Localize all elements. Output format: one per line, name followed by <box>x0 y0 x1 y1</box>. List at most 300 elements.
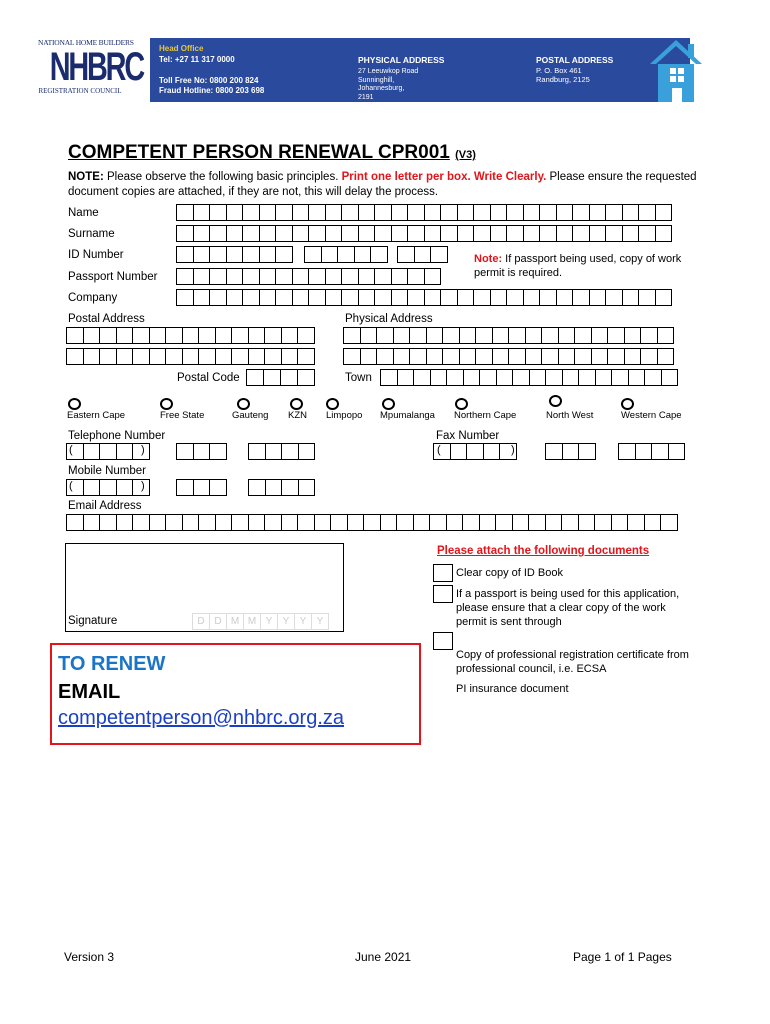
letter-box[interactable] <box>360 348 378 365</box>
letter-box[interactable] <box>209 225 227 242</box>
letter-box[interactable] <box>578 443 596 460</box>
letter-box[interactable] <box>541 348 559 365</box>
letter-box[interactable] <box>393 327 411 344</box>
letter-box[interactable] <box>655 225 673 242</box>
letter-box[interactable] <box>391 225 409 242</box>
letter-box[interactable] <box>343 348 361 365</box>
attach-checkbox-certificate[interactable] <box>433 632 453 650</box>
letter-box[interactable] <box>380 514 398 531</box>
letter-box[interactable] <box>446 514 464 531</box>
letter-box[interactable] <box>275 225 293 242</box>
postal-code-boxes[interactable] <box>246 369 315 386</box>
letter-box[interactable] <box>182 348 200 365</box>
letter-box[interactable] <box>215 327 233 344</box>
letter-box[interactable] <box>341 204 359 221</box>
letter-box[interactable] <box>545 369 563 386</box>
letter-box[interactable] <box>209 246 227 263</box>
letter-box[interactable] <box>539 225 557 242</box>
letter-box[interactable] <box>280 369 298 386</box>
letter-box[interactable] <box>358 225 376 242</box>
letter-box[interactable] <box>198 348 216 365</box>
date-cell[interactable]: D <box>192 613 210 630</box>
province-radio[interactable] <box>382 398 395 410</box>
email-boxes[interactable] <box>66 514 678 531</box>
letter-box[interactable] <box>248 514 266 531</box>
letter-box[interactable] <box>574 348 592 365</box>
letter-box[interactable] <box>275 246 293 263</box>
letter-box[interactable] <box>182 327 200 344</box>
letter-box[interactable] <box>562 369 580 386</box>
letter-box[interactable] <box>558 348 576 365</box>
letter-box[interactable] <box>506 289 524 306</box>
letter-box[interactable] <box>589 225 607 242</box>
letter-box[interactable] <box>426 327 444 344</box>
letter-box[interactable] <box>259 204 277 221</box>
province-radio[interactable] <box>160 398 173 410</box>
letter-box[interactable] <box>492 348 510 365</box>
letter-box[interactable] <box>473 225 491 242</box>
letter-box[interactable] <box>330 514 348 531</box>
letter-box[interactable] <box>446 369 464 386</box>
letter-box[interactable] <box>226 268 244 285</box>
letter-box[interactable] <box>193 246 211 263</box>
date-cell[interactable]: M <box>226 613 244 630</box>
letter-box[interactable] <box>391 268 409 285</box>
letter-box[interactable] <box>66 514 84 531</box>
letter-box[interactable] <box>457 289 475 306</box>
letter-box[interactable] <box>490 289 508 306</box>
letter-box[interactable] <box>259 225 277 242</box>
letter-box[interactable] <box>407 204 425 221</box>
letter-box[interactable] <box>655 204 673 221</box>
letter-box[interactable] <box>475 348 493 365</box>
letter-box[interactable] <box>281 348 299 365</box>
letter-box[interactable] <box>248 479 266 496</box>
fax-area-boxes[interactable] <box>433 443 517 460</box>
letter-box[interactable] <box>479 369 497 386</box>
letter-box[interactable] <box>298 443 316 460</box>
province-radio[interactable] <box>455 398 468 410</box>
date-cell[interactable]: Y <box>311 613 329 630</box>
letter-box[interactable] <box>640 348 658 365</box>
letter-box[interactable] <box>574 327 592 344</box>
letter-box[interactable] <box>193 204 211 221</box>
letter-box[interactable] <box>545 443 563 460</box>
letter-box[interactable] <box>490 225 508 242</box>
postal-address-boxes-2[interactable] <box>66 348 315 365</box>
letter-box[interactable] <box>605 204 623 221</box>
letter-box[interactable] <box>495 514 513 531</box>
letter-box[interactable] <box>132 327 150 344</box>
letter-box[interactable] <box>558 327 576 344</box>
letter-box[interactable] <box>407 289 425 306</box>
letter-box[interactable] <box>176 246 194 263</box>
attach-checkbox-passport[interactable] <box>433 585 453 603</box>
letter-box[interactable] <box>341 289 359 306</box>
letter-box[interactable] <box>248 327 266 344</box>
date-cell[interactable]: Y <box>294 613 312 630</box>
letter-box[interactable] <box>440 225 458 242</box>
letter-box[interactable] <box>539 204 557 221</box>
letter-box[interactable] <box>358 268 376 285</box>
letter-box[interactable] <box>116 327 134 344</box>
letter-box[interactable] <box>376 348 394 365</box>
letter-box[interactable] <box>628 369 646 386</box>
letter-box[interactable] <box>529 369 547 386</box>
letter-box[interactable] <box>66 327 84 344</box>
letter-box[interactable] <box>407 268 425 285</box>
letter-box[interactable] <box>473 289 491 306</box>
telephone-boxes-1[interactable] <box>176 443 227 460</box>
letter-box[interactable] <box>594 514 612 531</box>
letter-box[interactable] <box>265 479 283 496</box>
letter-box[interactable] <box>591 348 609 365</box>
letter-box[interactable] <box>347 514 365 531</box>
letter-box[interactable] <box>281 327 299 344</box>
letter-box[interactable] <box>308 204 326 221</box>
letter-box[interactable] <box>426 348 444 365</box>
letter-box[interactable] <box>248 443 266 460</box>
letter-box[interactable] <box>638 289 656 306</box>
letter-box[interactable] <box>292 268 310 285</box>
letter-box[interactable] <box>176 268 194 285</box>
letter-box[interactable] <box>413 514 431 531</box>
letter-box[interactable] <box>176 225 194 242</box>
letter-box[interactable] <box>506 204 524 221</box>
letter-box[interactable] <box>374 204 392 221</box>
letter-box[interactable] <box>457 204 475 221</box>
letter-box[interactable] <box>424 268 442 285</box>
letter-box[interactable] <box>165 327 183 344</box>
letter-box[interactable] <box>562 443 580 460</box>
letter-box[interactable] <box>275 289 293 306</box>
letter-box[interactable] <box>512 369 530 386</box>
letter-box[interactable] <box>176 479 194 496</box>
letter-box[interactable] <box>607 348 625 365</box>
physical-address-boxes-1[interactable] <box>343 327 674 344</box>
letter-box[interactable] <box>413 369 431 386</box>
letter-box[interactable] <box>528 514 546 531</box>
letter-box[interactable] <box>657 348 675 365</box>
letter-box[interactable] <box>193 289 211 306</box>
physical-address-boxes-2[interactable] <box>343 348 674 365</box>
letter-box[interactable] <box>523 225 541 242</box>
letter-box[interactable] <box>281 443 299 460</box>
letter-box[interactable] <box>264 348 282 365</box>
letter-box[interactable] <box>374 289 392 306</box>
letter-box[interactable] <box>360 327 378 344</box>
letter-box[interactable] <box>226 204 244 221</box>
letter-box[interactable] <box>325 225 343 242</box>
letter-box[interactable] <box>308 289 326 306</box>
letter-box[interactable] <box>297 369 315 386</box>
letter-box[interactable] <box>457 225 475 242</box>
letter-box[interactable] <box>492 327 510 344</box>
letter-box[interactable] <box>433 443 451 460</box>
letter-box[interactable] <box>242 268 260 285</box>
letter-box[interactable] <box>607 327 625 344</box>
letter-box[interactable] <box>99 327 117 344</box>
date-cell[interactable]: Y <box>277 613 295 630</box>
letter-box[interactable] <box>198 514 216 531</box>
letter-box[interactable] <box>259 268 277 285</box>
letter-box[interactable] <box>635 443 653 460</box>
letter-box[interactable] <box>116 514 134 531</box>
letter-box[interactable] <box>132 514 150 531</box>
letter-box[interactable] <box>391 289 409 306</box>
letter-box[interactable] <box>473 204 491 221</box>
letter-box[interactable] <box>539 289 557 306</box>
id-number-boxes-1[interactable] <box>176 246 293 263</box>
letter-box[interactable] <box>618 443 636 460</box>
letter-box[interactable] <box>325 289 343 306</box>
town-boxes[interactable] <box>380 369 678 386</box>
date-cell[interactable]: D <box>209 613 227 630</box>
fax-boxes-2[interactable] <box>618 443 685 460</box>
letter-box[interactable] <box>193 443 211 460</box>
letter-box[interactable] <box>424 225 442 242</box>
letter-box[interactable] <box>99 443 117 460</box>
letter-box[interactable] <box>66 348 84 365</box>
letter-box[interactable] <box>275 204 293 221</box>
letter-box[interactable] <box>424 204 442 221</box>
surname-boxes[interactable] <box>176 225 672 242</box>
letter-box[interactable] <box>459 348 477 365</box>
letter-box[interactable] <box>508 327 526 344</box>
letter-box[interactable] <box>149 348 167 365</box>
letter-box[interactable] <box>556 204 574 221</box>
province-radio[interactable] <box>549 395 562 407</box>
letter-box[interactable] <box>622 204 640 221</box>
renew-email-link[interactable]: competentperson@nhbrc.org.za <box>58 707 345 729</box>
letter-box[interactable] <box>209 443 227 460</box>
letter-box[interactable] <box>496 369 514 386</box>
letter-box[interactable] <box>132 348 150 365</box>
letter-box[interactable] <box>589 204 607 221</box>
letter-box[interactable] <box>215 348 233 365</box>
letter-box[interactable] <box>242 225 260 242</box>
letter-box[interactable] <box>297 327 315 344</box>
letter-box[interactable] <box>116 443 134 460</box>
date-placeholder[interactable] <box>193 613 329 630</box>
letter-box[interactable] <box>523 289 541 306</box>
letter-box[interactable] <box>424 289 442 306</box>
mobile-boxes-2[interactable] <box>248 479 315 496</box>
telephone-boxes-2[interactable] <box>248 443 315 460</box>
letter-box[interactable] <box>363 514 381 531</box>
letter-box[interactable] <box>644 514 662 531</box>
letter-box[interactable] <box>83 327 101 344</box>
letter-box[interactable] <box>83 514 101 531</box>
letter-box[interactable] <box>414 246 432 263</box>
letter-box[interactable] <box>668 443 686 460</box>
letter-box[interactable] <box>374 268 392 285</box>
letter-box[interactable] <box>176 443 194 460</box>
letter-box[interactable] <box>450 443 468 460</box>
letter-box[interactable] <box>605 289 623 306</box>
letter-box[interactable] <box>627 514 645 531</box>
letter-box[interactable] <box>193 268 211 285</box>
letter-box[interactable] <box>409 348 427 365</box>
letter-box[interactable] <box>479 514 497 531</box>
letter-box[interactable] <box>265 443 283 460</box>
letter-box[interactable] <box>429 514 447 531</box>
letter-box[interactable] <box>624 327 642 344</box>
letter-box[interactable] <box>508 348 526 365</box>
letter-box[interactable] <box>99 348 117 365</box>
letter-box[interactable] <box>176 204 194 221</box>
letter-box[interactable] <box>116 348 134 365</box>
letter-box[interactable] <box>231 514 249 531</box>
letter-box[interactable] <box>165 514 183 531</box>
letter-box[interactable] <box>622 225 640 242</box>
letter-box[interactable] <box>231 348 249 365</box>
letter-box[interactable] <box>99 479 117 496</box>
letter-box[interactable] <box>275 268 293 285</box>
letter-box[interactable] <box>440 289 458 306</box>
company-boxes[interactable] <box>176 289 672 306</box>
letter-box[interactable] <box>440 204 458 221</box>
letter-box[interactable] <box>475 327 493 344</box>
letter-box[interactable] <box>525 327 543 344</box>
letter-box[interactable] <box>308 268 326 285</box>
letter-box[interactable] <box>661 369 679 386</box>
letter-box[interactable] <box>292 289 310 306</box>
letter-box[interactable] <box>248 348 266 365</box>
letter-box[interactable] <box>611 514 629 531</box>
letter-box[interactable] <box>343 327 361 344</box>
letter-box[interactable] <box>655 289 673 306</box>
id-number-boxes-2[interactable] <box>304 246 388 263</box>
letter-box[interactable] <box>209 268 227 285</box>
letter-box[interactable] <box>490 204 508 221</box>
letter-box[interactable] <box>246 369 264 386</box>
letter-box[interactable] <box>337 246 355 263</box>
letter-box[interactable] <box>512 514 530 531</box>
letter-box[interactable] <box>242 246 260 263</box>
letter-box[interactable] <box>193 479 211 496</box>
letter-box[interactable] <box>325 204 343 221</box>
letter-box[interactable] <box>572 204 590 221</box>
letter-box[interactable] <box>397 369 415 386</box>
letter-box[interactable] <box>430 369 448 386</box>
letter-box[interactable] <box>611 369 629 386</box>
letter-box[interactable] <box>242 204 260 221</box>
letter-box[interactable] <box>561 514 579 531</box>
letter-box[interactable] <box>409 327 427 344</box>
letter-box[interactable] <box>657 327 675 344</box>
letter-box[interactable] <box>304 246 322 263</box>
letter-box[interactable] <box>370 246 388 263</box>
letter-box[interactable] <box>640 327 658 344</box>
letter-box[interactable] <box>374 225 392 242</box>
letter-box[interactable] <box>297 348 315 365</box>
letter-box[interactable] <box>231 327 249 344</box>
letter-box[interactable] <box>292 204 310 221</box>
letter-box[interactable] <box>298 479 316 496</box>
letter-box[interactable] <box>259 246 277 263</box>
letter-box[interactable] <box>466 443 484 460</box>
letter-box[interactable] <box>193 225 211 242</box>
letter-box[interactable] <box>314 514 332 531</box>
letter-box[interactable] <box>297 514 315 531</box>
letter-box[interactable] <box>116 479 134 496</box>
letter-box[interactable] <box>263 369 281 386</box>
letter-box[interactable] <box>644 369 662 386</box>
letter-box[interactable] <box>391 204 409 221</box>
letter-box[interactable] <box>624 348 642 365</box>
letter-box[interactable] <box>354 246 372 263</box>
letter-box[interactable] <box>523 204 541 221</box>
letter-box[interactable] <box>341 225 359 242</box>
letter-box[interactable] <box>358 289 376 306</box>
letter-box[interactable] <box>209 479 227 496</box>
letter-box[interactable] <box>83 443 101 460</box>
name-boxes[interactable] <box>176 204 672 221</box>
province-radio[interactable] <box>290 398 303 410</box>
letter-box[interactable] <box>259 289 277 306</box>
province-radio[interactable] <box>68 398 81 410</box>
letter-box[interactable] <box>578 369 596 386</box>
letter-box[interactable] <box>341 268 359 285</box>
date-cell[interactable]: M <box>243 613 261 630</box>
letter-box[interactable] <box>226 246 244 263</box>
province-radio[interactable] <box>621 398 634 410</box>
letter-box[interactable] <box>325 268 343 285</box>
passport-boxes[interactable] <box>176 268 441 285</box>
postal-address-boxes-1[interactable] <box>66 327 315 344</box>
letter-box[interactable] <box>462 514 480 531</box>
letter-box[interactable] <box>638 225 656 242</box>
letter-box[interactable] <box>407 225 425 242</box>
fax-boxes-1[interactable] <box>545 443 596 460</box>
letter-box[interactable] <box>572 289 590 306</box>
province-radio[interactable] <box>237 398 250 410</box>
letter-box[interactable] <box>281 479 299 496</box>
letter-box[interactable] <box>541 327 559 344</box>
attach-checkbox-id[interactable] <box>433 564 453 582</box>
letter-box[interactable] <box>545 514 563 531</box>
letter-box[interactable] <box>397 246 415 263</box>
letter-box[interactable] <box>393 348 411 365</box>
letter-box[interactable] <box>506 225 524 242</box>
letter-box[interactable] <box>605 225 623 242</box>
id-number-boxes-3[interactable] <box>397 246 448 263</box>
letter-box[interactable] <box>83 479 101 496</box>
province-radio[interactable] <box>326 398 339 410</box>
letter-box[interactable] <box>308 225 326 242</box>
letter-box[interactable] <box>591 327 609 344</box>
letter-box[interactable] <box>215 514 233 531</box>
date-cell[interactable]: Y <box>260 613 278 630</box>
letter-box[interactable] <box>198 327 216 344</box>
letter-box[interactable] <box>182 514 200 531</box>
letter-box[interactable] <box>459 327 477 344</box>
letter-box[interactable] <box>572 225 590 242</box>
letter-box[interactable] <box>556 225 574 242</box>
letter-box[interactable] <box>380 369 398 386</box>
letter-box[interactable] <box>226 225 244 242</box>
letter-box[interactable] <box>264 327 282 344</box>
letter-box[interactable] <box>651 443 669 460</box>
letter-box[interactable] <box>442 348 460 365</box>
letter-box[interactable] <box>292 225 310 242</box>
letter-box[interactable] <box>209 289 227 306</box>
letter-box[interactable] <box>99 514 117 531</box>
letter-box[interactable] <box>376 327 394 344</box>
letter-box[interactable] <box>578 514 596 531</box>
letter-box[interactable] <box>149 327 167 344</box>
